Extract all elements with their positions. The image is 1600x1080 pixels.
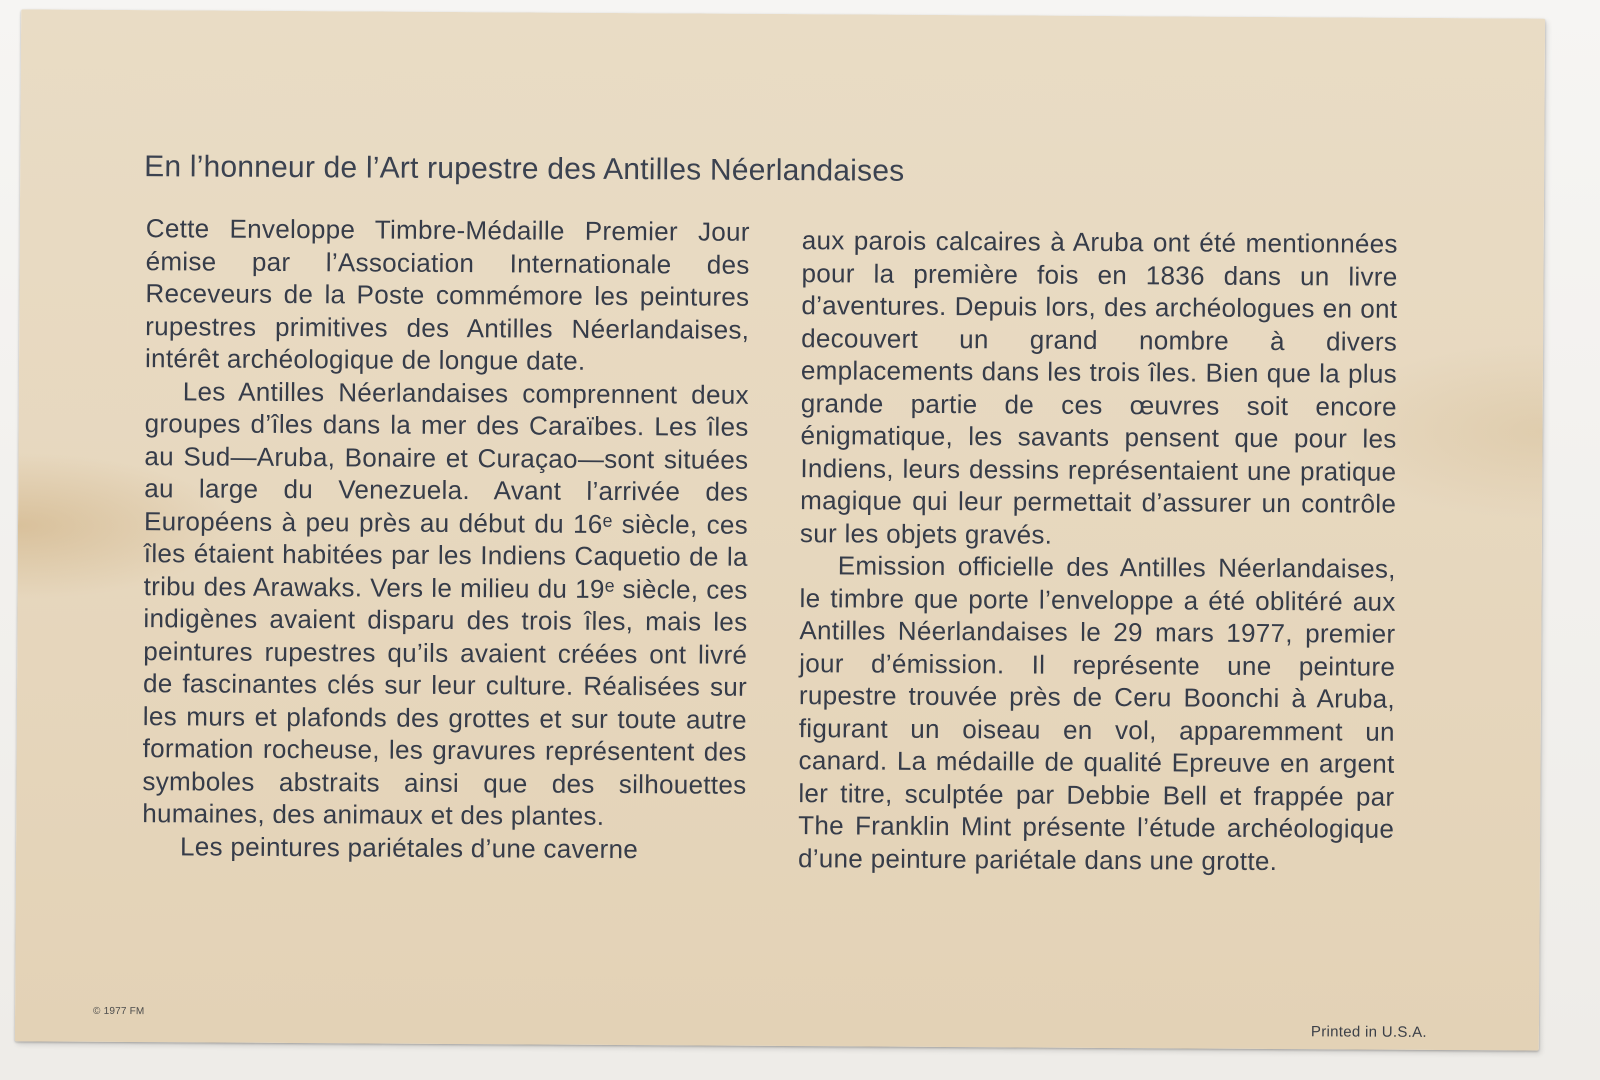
right-paragraph-2: Emission officielle des Antilles Néerlandaises, le timbre que porte l’enveloppe a été oblitéré aux Antilles Néerlandaises le 29 mars 1977, premier jour d’émission. Il représente une peinture rupestre trouvée près de Ceru Boonchi à Aruba, figurant un oiseau en vol, apparemment un canard. La médaille de qualité Epreuve en argent ler titre, sculptée par Debbie Bell et frappée par The Franklin Mint présente l’étude archéologique d’une peinture pariétale dans une grotte.: [797, 550, 1396, 876]
printed-in-notice: Printed in U.S.A.: [1310, 1023, 1427, 1041]
insert-card: [15, 9, 1545, 1050]
left-paragraph-2: Les Antilles Néerlandaises comprennent deux groupes d’îles dans la mer des Caraïbes. Les îles au Sud—Aruba, Bonaire et Curaçao—sont situées au large du Venezuela. Avant l’arrivée des Européens à peu près au début du 16ᵉ siècle, ces îles étaient habitées par les Indiens Caquetio de la tribu des Arawaks. Vers le milieu du 19ᵉ siècle, ces indigènes avaient disparu des trois îles, mais les peintures rupestres qu’ils avaient créées ont livré de fascinantes clés sur leur culture. Réalisées sur les murs et plafonds des grottes et sur toute autre formation rocheuse, les gravures représentent des symboles abstraits ainsi que des silhouettes humaines, des animaux et des plantes.: [142, 375, 749, 831]
left-text-column: [142, 212, 750, 866]
left-paragraph-1: Cette Enveloppe Timbre-Médaille Premier Jour émise par l’Association Internationale des Receveurs de la Poste commémore les peintures rupestres primitives des Antilles Néerlandaises, intérêt archéologique de longue date.: [144, 213, 750, 376]
card-title: En l’honneur de l’Art rupestre des Antilles Néerlandaises: [144, 150, 905, 188]
right-paragraph-1: aux parois calcaires à Aruba ont été mentionnées pour la première fois en 1836 dans un livre d’aventures. Depuis lors, des archéologues en ont decouvert un grand nombre à divers emplacements dans les trois îles. Bien que la plus grande partie de ces œuvres soit encore énigmatique, les savants pensent que pour les Indiens, leurs dessins représentaient une pratique magique qui leur permettait d’assurer un contrôle sur les objets gravés.: [799, 225, 1398, 550]
left-paragraph-3: Les peintures pariétales d’une caverne: [179, 830, 639, 864]
copyright-notice: © 1977 FM: [93, 1005, 145, 1018]
right-text-column: [798, 224, 1398, 878]
